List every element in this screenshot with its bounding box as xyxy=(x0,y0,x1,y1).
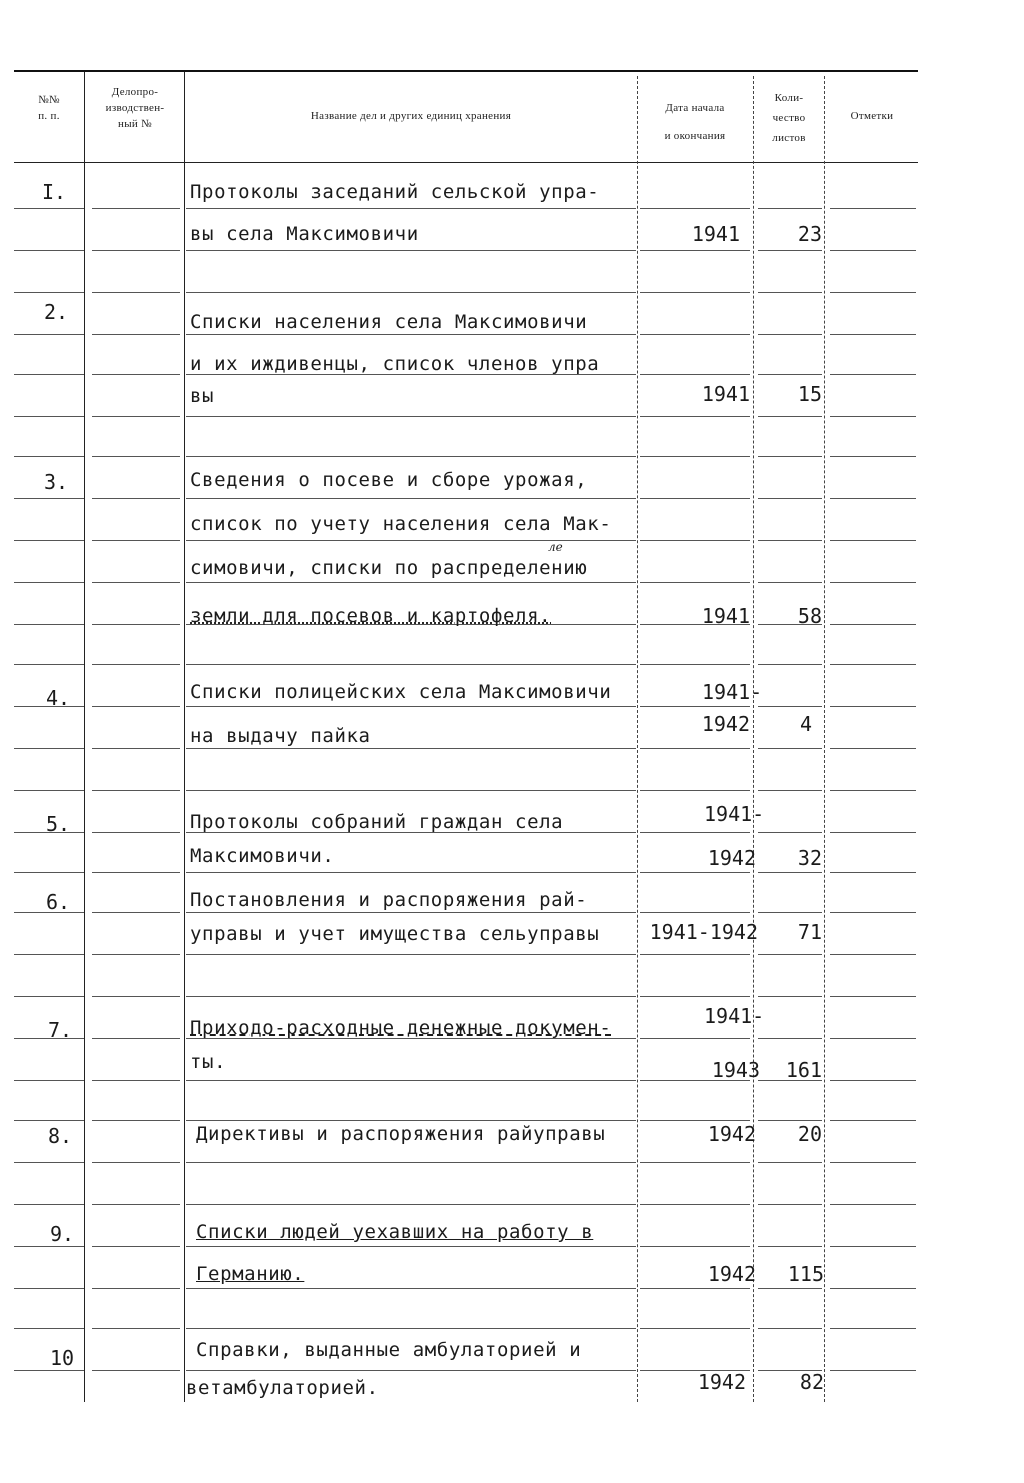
ruled-line xyxy=(186,1246,636,1247)
ruled-line xyxy=(92,250,180,251)
record-title-line: Справки, выданные амбулаторией и xyxy=(196,1339,582,1361)
ruled-line xyxy=(186,456,636,457)
ruled-line xyxy=(830,1246,916,1247)
ruled-line xyxy=(758,748,822,749)
ruled-line xyxy=(186,1120,636,1121)
ruled-line xyxy=(830,664,916,665)
record-sheet-count: 161 xyxy=(785,1058,822,1082)
handwritten-correction: ле xyxy=(548,540,563,554)
record-title-line: земли для посевов и картофеля. xyxy=(190,605,552,627)
ruled-line xyxy=(640,582,750,583)
ruled-line xyxy=(640,790,750,791)
column-rule xyxy=(753,76,754,1402)
record-title-line: Списки населения села Максимовичи xyxy=(190,311,588,333)
ruled-line xyxy=(640,1162,750,1163)
record-dates: 1943 xyxy=(711,1058,760,1082)
header-col-office-line: ный № xyxy=(118,118,152,130)
header-col-office-line: изводствен- xyxy=(105,102,165,114)
record-sheet-count: 23 xyxy=(797,222,822,246)
record-title-line: Максимовичи. xyxy=(190,845,335,867)
ruled-line xyxy=(830,1080,916,1081)
ruled-line xyxy=(758,1328,822,1329)
ruled-line xyxy=(186,416,636,417)
ruled-line xyxy=(14,872,84,873)
ruled-line xyxy=(640,292,750,293)
ruled-line xyxy=(14,1246,84,1247)
ruled-line xyxy=(92,624,180,625)
record-dates: 1941- xyxy=(704,1004,765,1028)
record-number: 4. xyxy=(46,686,71,710)
ruled-line xyxy=(758,1288,822,1289)
header-col-dates-line: и окончания xyxy=(664,130,726,142)
record-title-line: Протоколы собраний граждан села xyxy=(190,811,564,833)
ruled-line xyxy=(14,790,84,791)
ruled-line xyxy=(186,912,636,913)
ruled-line xyxy=(186,1288,636,1289)
record-title-line: Списки полицейских села Максимовичи xyxy=(190,681,612,703)
ruled-line xyxy=(830,374,916,375)
ruled-line xyxy=(830,582,916,583)
ruled-line xyxy=(830,748,916,749)
column-rule xyxy=(637,76,638,1402)
ruled-line xyxy=(14,1204,84,1205)
record-number: 3. xyxy=(44,470,69,494)
record-title-line: симовичи, списки по распределению xyxy=(190,557,588,579)
ruled-line xyxy=(758,498,822,499)
ruled-line xyxy=(758,582,822,583)
record-title-line: ветамбулаторией. xyxy=(186,1377,379,1399)
ruled-line xyxy=(92,872,180,873)
record-title-line: ты. xyxy=(190,1051,227,1073)
ruled-line xyxy=(640,996,750,997)
ruled-line xyxy=(830,540,916,541)
record-number: 2. xyxy=(44,300,69,324)
record-title-line: список по учету населения села Мак- xyxy=(190,513,612,535)
record-sheet-count: 58 xyxy=(797,604,822,628)
ruled-line xyxy=(92,1204,180,1205)
ruled-line xyxy=(92,790,180,791)
ruled-line xyxy=(14,1080,84,1081)
ruled-line xyxy=(830,954,916,955)
ruled-line xyxy=(830,456,916,457)
record-dates: 1941 xyxy=(701,382,750,406)
ruled-line xyxy=(92,748,180,749)
ruled-line xyxy=(830,1120,916,1121)
ruled-line xyxy=(14,996,84,997)
header-col-office-number xyxy=(86,84,184,132)
ruled-line xyxy=(640,832,750,833)
record-title-line: на выдачу пайка xyxy=(190,725,371,747)
record-title-line: Протоколы заседаний сельской упра- xyxy=(190,181,600,203)
header-col-dates-line: Дата начала xyxy=(665,102,725,114)
ruled-line xyxy=(758,208,822,209)
record-dates: 1941 xyxy=(691,222,740,246)
ruled-line xyxy=(640,540,750,541)
ruled-line xyxy=(186,996,636,997)
column-rule xyxy=(184,72,185,1402)
ruled-line xyxy=(758,664,822,665)
ruled-line xyxy=(640,1038,750,1039)
record-title-line: Постановления и распоряжения рай- xyxy=(190,889,588,911)
ruled-line xyxy=(830,1288,916,1289)
ruled-line xyxy=(758,416,822,417)
ruled-line xyxy=(14,1162,84,1163)
ruled-line xyxy=(92,498,180,499)
ruled-line xyxy=(758,912,822,913)
ruled-line xyxy=(14,954,84,955)
ruled-line xyxy=(758,954,822,955)
ruled-line xyxy=(640,416,750,417)
ruled-line xyxy=(92,1288,180,1289)
record-title-line: вы xyxy=(190,385,215,407)
ruled-line xyxy=(830,1328,916,1329)
ruled-line xyxy=(640,954,750,955)
ruled-line xyxy=(186,706,636,707)
ruled-line xyxy=(186,292,636,293)
ruled-line xyxy=(640,374,750,375)
record-dates: 1942 xyxy=(707,846,756,870)
record-title-line: Списки людей уехавших на работу в xyxy=(196,1221,594,1243)
ruled-line xyxy=(92,954,180,955)
ruled-line xyxy=(830,1038,916,1039)
record-title-line: Приходо-расходные денежные докумен- xyxy=(190,1017,612,1039)
ruled-line xyxy=(640,706,750,707)
record-title-line: вы села Максимовичи xyxy=(190,223,419,245)
ruled-line xyxy=(758,1162,822,1163)
ruled-line xyxy=(640,498,750,499)
ruled-line xyxy=(830,498,916,499)
ruled-line xyxy=(640,1120,750,1121)
ruled-line xyxy=(14,498,84,499)
ruled-line xyxy=(830,1204,916,1205)
record-sheet-count: 15 xyxy=(797,382,822,406)
record-dates: 1942 xyxy=(707,1122,756,1146)
ruled-line xyxy=(92,664,180,665)
record-sheet-count: 82 xyxy=(799,1370,824,1394)
ruled-line xyxy=(186,790,636,791)
ruled-line xyxy=(14,208,84,209)
ruled-line xyxy=(14,664,84,665)
record-title-line: и их иждивенцы, список членов упра xyxy=(190,353,600,375)
record-sheet-count: 4 xyxy=(799,712,812,736)
ruled-line xyxy=(186,954,636,955)
record-dates: 1941 xyxy=(701,604,750,628)
record-number: 7. xyxy=(48,1018,73,1042)
ruled-line xyxy=(758,872,822,873)
ruled-line xyxy=(758,832,822,833)
ruled-line xyxy=(830,208,916,209)
record-number: 10 xyxy=(50,1346,75,1370)
record-number: 6. xyxy=(46,890,71,914)
ruled-line xyxy=(830,1162,916,1163)
ruled-line xyxy=(92,456,180,457)
ruled-line xyxy=(186,748,636,749)
ruled-line xyxy=(758,996,822,997)
header-col-number-line: №№ xyxy=(38,94,60,106)
ruled-line xyxy=(758,1204,822,1205)
ruled-line xyxy=(758,334,822,335)
record-number: I. xyxy=(42,180,67,204)
ruled-line xyxy=(92,540,180,541)
ruled-line xyxy=(830,334,916,335)
ruled-line xyxy=(92,832,180,833)
ruled-line xyxy=(14,374,84,375)
ruled-line xyxy=(640,872,750,873)
ruled-line xyxy=(186,1080,636,1081)
header-col-number xyxy=(14,92,84,124)
ruled-line xyxy=(14,456,84,457)
ruled-line xyxy=(830,624,916,625)
ruled-line xyxy=(186,208,636,209)
ruled-line xyxy=(758,790,822,791)
ruled-line xyxy=(640,1328,750,1329)
ruled-line xyxy=(830,250,916,251)
ruled-line xyxy=(14,416,84,417)
record-sheet-count: 32 xyxy=(797,846,822,870)
record-number: 8. xyxy=(48,1124,73,1148)
record-sheet-count: 20 xyxy=(797,1122,822,1146)
ruled-line xyxy=(758,540,822,541)
ruled-line xyxy=(758,1120,822,1121)
header-col-count-line: Коли- xyxy=(774,92,804,104)
ruled-line xyxy=(640,664,750,665)
ruled-line xyxy=(640,748,750,749)
record-number: 5. xyxy=(46,812,71,836)
ruled-line xyxy=(640,1204,750,1205)
ruled-line xyxy=(186,540,636,541)
ruled-line xyxy=(92,912,180,913)
ruled-line xyxy=(14,1370,84,1371)
record-dates: 1942 xyxy=(697,1370,746,1394)
ruled-line xyxy=(92,292,180,293)
ruled-line xyxy=(640,1288,750,1289)
header-col-notes: Отметки xyxy=(850,110,894,122)
ruled-line xyxy=(830,416,916,417)
header-col-count xyxy=(754,88,824,148)
ruled-line xyxy=(92,374,180,375)
ruled-line xyxy=(640,1246,750,1247)
ruled-line xyxy=(186,582,636,583)
header-col-dates xyxy=(638,94,752,150)
ruled-line xyxy=(186,1162,636,1163)
header-col-number-line: п. п. xyxy=(38,110,60,122)
ruled-line xyxy=(830,832,916,833)
ruled-line xyxy=(14,1288,84,1289)
ruled-line xyxy=(640,250,750,251)
record-title-line: Сведения о посеве и сборе урожая, xyxy=(190,469,588,491)
ruled-line xyxy=(14,540,84,541)
record-dates: 1941-1942 xyxy=(649,920,758,944)
ruled-line xyxy=(92,1246,180,1247)
record-sheet-count: 115 xyxy=(787,1262,824,1286)
ruled-line xyxy=(186,872,636,873)
ruled-line xyxy=(186,664,636,665)
ruled-line xyxy=(758,456,822,457)
record-number: 9. xyxy=(50,1222,75,1246)
column-rule xyxy=(824,76,825,1402)
ruled-line xyxy=(640,912,750,913)
ruled-line xyxy=(92,334,180,335)
ruled-line xyxy=(14,292,84,293)
ruled-line xyxy=(14,748,84,749)
record-sheet-count: 71 xyxy=(797,920,822,944)
ruled-line xyxy=(92,582,180,583)
header-top-rule xyxy=(14,70,918,72)
ruled-line xyxy=(14,250,84,251)
ruled-line xyxy=(758,292,822,293)
header-bottom-rule xyxy=(14,162,918,163)
header-col-office-line: Делопро- xyxy=(111,86,159,98)
ruled-line xyxy=(14,624,84,625)
ruled-line xyxy=(92,1080,180,1081)
record-dates: 1942 xyxy=(701,712,750,736)
ruled-line xyxy=(92,1370,180,1371)
ruled-line xyxy=(186,498,636,499)
record-title-line: Германию. xyxy=(196,1263,305,1285)
ruled-line xyxy=(640,208,750,209)
header-col-count-line: листов xyxy=(772,132,806,144)
ruled-line xyxy=(830,706,916,707)
column-rule xyxy=(84,72,85,1402)
ruled-line xyxy=(186,334,636,335)
ruled-line xyxy=(186,1328,636,1329)
ruled-line xyxy=(92,208,180,209)
ruled-line xyxy=(14,334,84,335)
ruled-line xyxy=(92,1120,180,1121)
ruled-line xyxy=(758,1246,822,1247)
ruled-line xyxy=(830,1370,916,1371)
ruled-line xyxy=(758,706,822,707)
ruled-line xyxy=(186,250,636,251)
ruled-line xyxy=(830,790,916,791)
ruled-line xyxy=(14,582,84,583)
record-title-line: управы и учет имущества сельуправы xyxy=(190,923,600,945)
ruled-line xyxy=(830,912,916,913)
ruled-line xyxy=(830,872,916,873)
ruled-line xyxy=(758,250,822,251)
ruled-line xyxy=(640,334,750,335)
ruled-line xyxy=(186,1370,636,1371)
ruled-line xyxy=(92,1162,180,1163)
ruled-line xyxy=(830,292,916,293)
ruled-line xyxy=(14,1120,84,1121)
ruled-line xyxy=(758,374,822,375)
ruled-line xyxy=(92,706,180,707)
ruled-line xyxy=(830,996,916,997)
record-dates: 1941- xyxy=(702,680,763,704)
ruled-line xyxy=(14,1328,84,1329)
ruled-line xyxy=(92,996,180,997)
ruled-line xyxy=(186,1204,636,1205)
record-dates: 1942 xyxy=(707,1262,756,1286)
record-dates: 1941- xyxy=(704,802,765,826)
record-title-line: Директивы и распоряжения райуправы xyxy=(196,1123,606,1145)
header-col-count-line: чество xyxy=(772,112,806,124)
ruled-line xyxy=(92,1038,180,1039)
header-col-title: Название дел и других единиц хранения xyxy=(310,110,512,122)
ruled-line xyxy=(758,1038,822,1039)
ruled-line xyxy=(640,456,750,457)
ruled-line xyxy=(92,416,180,417)
ruled-line xyxy=(92,1328,180,1329)
